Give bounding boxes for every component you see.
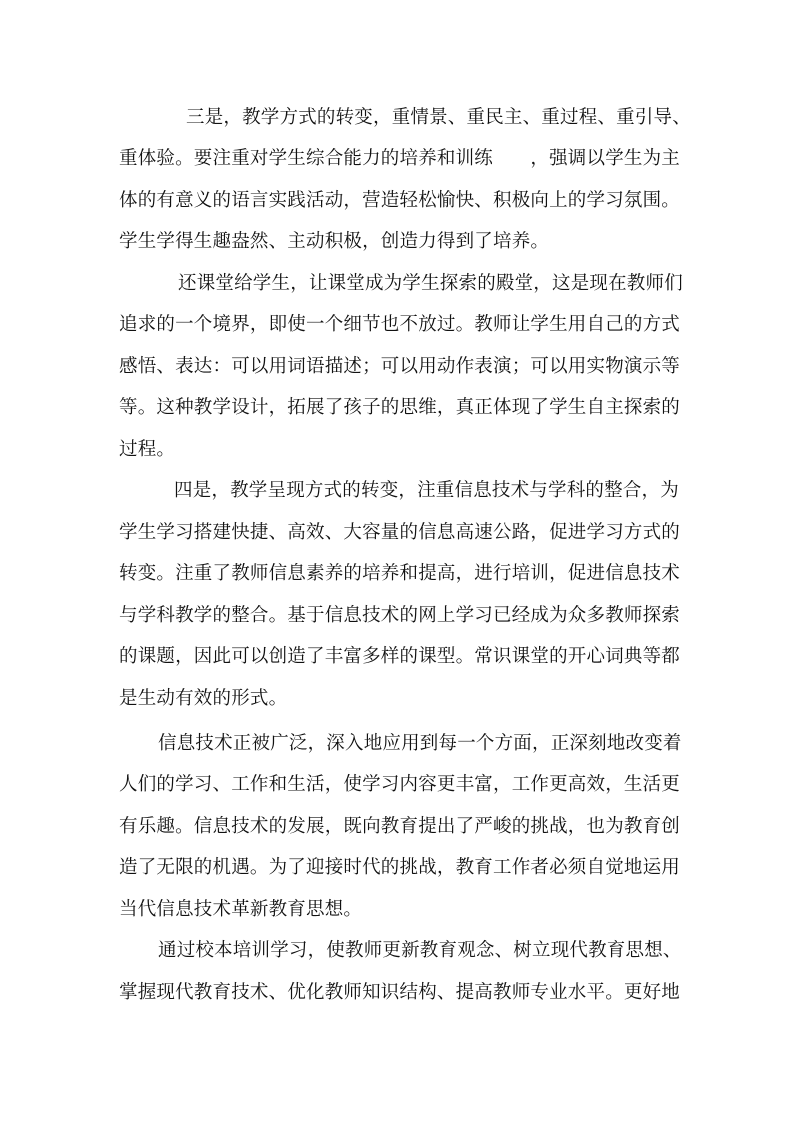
paragraph-3-line-2: 学生学习搭建快捷、高效、大容量的信息高速公路，促进学习方式的 — [119, 522, 681, 543]
paragraph-2-line-3: 感悟、表达：可以用词语描述；可以用动作表演；可以用实物演示等 — [119, 356, 681, 377]
paragraph-1-line-3: 体的有意义的语言实践活动，营造轻松愉快、积极向上的学习氛围。 — [119, 190, 681, 211]
paragraph-3-line-3: 转变。注重了教师信息素养的培养和提高，进行培训，促进信息技术 — [119, 563, 681, 584]
paragraph-5-line-2: 掌握现代教育技术、优化教师知识结构、提高教师专业水平。更好地 — [119, 982, 681, 1003]
paragraph-4-line-4: 造了无限的机遇。为了迎接时代的挑战，教育工作者必须自觉地运用 — [119, 857, 681, 878]
paragraph-3-line-1: 四是，教学呈现方式的转变，注重信息技术与学科的整合，为 — [174, 480, 679, 501]
paragraph-4-line-3: 有乐趣。信息技术的发展，既向教育提出了严峻的挑战，也为教育创 — [119, 816, 681, 837]
paragraph-3-line-4: 与学科教学的整合。基于信息技术的网上学习已经成为众多教师探索 — [119, 605, 681, 626]
paragraph-4-line-2: 人们的学习、工作和生活，使学习内容更丰富，工作更高效，生活更 — [119, 774, 681, 795]
paragraph-1-line-4: 学生学得生趣盎然、主动积极，创造力得到了培养。 — [119, 231, 550, 252]
paragraph-4-line-5: 当代信息技术革新教育思想。 — [119, 899, 363, 920]
paragraph-2-line-1: 还课堂给学生，让课堂成为学生探索的殿堂，这是现在教师们 — [178, 273, 683, 294]
paragraph-2-line-2: 追求的一个境界，即使一个细节也不放过。教师让学生用自己的方式 — [119, 314, 681, 335]
paragraph-5-line-1: 通过校本培训学习，使教师更新教育观念、树立现代教育思想、 — [158, 940, 682, 961]
paragraph-1-line-2: 重体验。要注重对学生综合能力的培养和训练 ，强调以学生为主 — [119, 148, 681, 169]
paragraph-1-line-1: 三是，教学方式的转变，重情景、重民主、重过程、重引导、 — [186, 107, 691, 128]
paragraph-2-line-5: 过程。 — [119, 439, 176, 460]
paragraph-3-line-6: 是生动有效的形式。 — [119, 688, 288, 709]
paragraph-3-line-5: 的课题，因此可以创造了丰富多样的课型。常识课堂的开心词典等都 — [119, 646, 681, 667]
paragraph-2-line-4: 等。这种教学设计，拓展了孩子的思维，真正体现了学生自主探索的 — [119, 397, 681, 418]
paragraph-4-line-1: 信息技术正被广泛，深入地应用到每一个方面，正深刻地改变着 — [158, 733, 682, 754]
